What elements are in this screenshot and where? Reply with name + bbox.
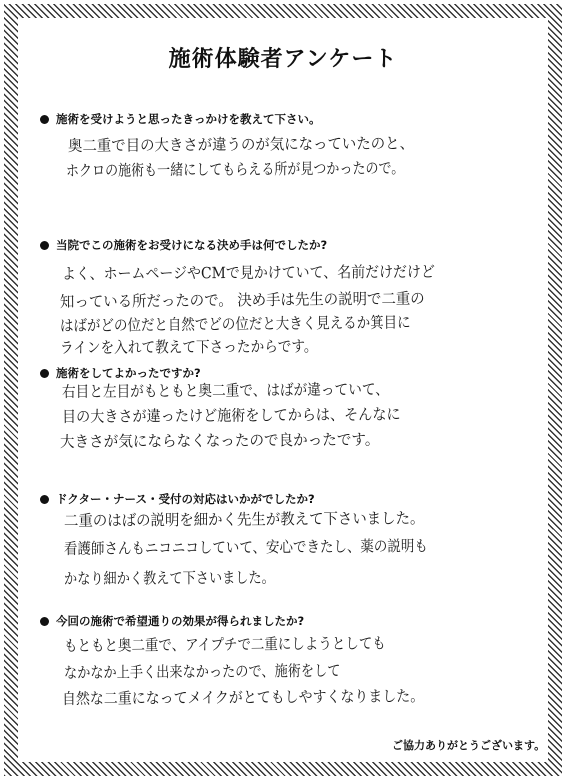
answer-5-line-1: もともと奥二重で、アイプチで二重にしようとしても xyxy=(63,634,386,655)
answer-2-line-1: よく、ホームページやCMで見かけていて、名前だけだけど xyxy=(61,262,435,283)
answer-4-line-1: 二重のはばの説明を細かく先生が教えて下さいました。 xyxy=(63,509,425,530)
question-4-text: ドクター・ナース・受付の対応はいかがでしたか? xyxy=(56,492,315,506)
answer-5-line-3: 自然な二重になってメイクがとてもしやすくなりました。 xyxy=(61,687,425,708)
question-1 xyxy=(40,111,321,127)
answer-2-line-4: ラインを入れて教えて下さったからです。 xyxy=(59,337,318,357)
bullet-icon xyxy=(40,115,49,124)
thanks-note: ご協力ありがとうございます。 xyxy=(392,739,546,752)
question-3-text: 施術をしてよかったですか? xyxy=(56,366,201,380)
bullet-icon xyxy=(40,495,49,504)
question-5-text: 今回の施術で希望通りの効果が得られましたか? xyxy=(56,614,305,628)
answer-1-line-1: 奥二重で目の大きさが違うのが気になっていたのと、 xyxy=(67,134,415,155)
bullet-icon xyxy=(40,241,49,250)
answer-5-line-2: なかなか上手く出来なかったので、施術をして xyxy=(63,661,341,682)
page-title: 施術体験者アンケート xyxy=(168,47,398,72)
bullet-icon xyxy=(40,617,49,626)
bullet-icon xyxy=(40,369,49,378)
answer-1-line-2: ホクロの施術も一緒にしてもらえる所が見つかったので。 xyxy=(65,159,405,180)
answer-4-line-3: かなり細かく教えて下さいました。 xyxy=(63,568,275,588)
answer-3-line-1: 右目と左目がもともと奥二重で、はばが違っていて、 xyxy=(61,380,389,401)
question-2 xyxy=(40,237,327,253)
question-4 xyxy=(40,491,315,507)
answer-3-line-2: 目の大きさが違ったけど施術をしてからは、そんなに xyxy=(61,405,401,426)
question-5 xyxy=(40,613,304,629)
answer-4-line-2: 看護師さんもニコニコしていて、安心できたし、薬の説明も xyxy=(63,537,428,558)
answer-3-line-3: 大きさが気にならなくなったので良かったです。 xyxy=(59,430,380,451)
answer-2-line-2: 知っている所だったので。 決め手は先生の説明で二重の xyxy=(59,289,425,311)
answer-2-line-3: はばがどの位だと自然でどの位だと大きく見えるか箕目に xyxy=(59,313,411,335)
question-2-text: 当院でこの施術をお受けになる決め手は何でしたか? xyxy=(56,238,328,252)
question-1-text: 施術を受けようと思ったきっかけを教えて下さい。 xyxy=(56,112,321,126)
